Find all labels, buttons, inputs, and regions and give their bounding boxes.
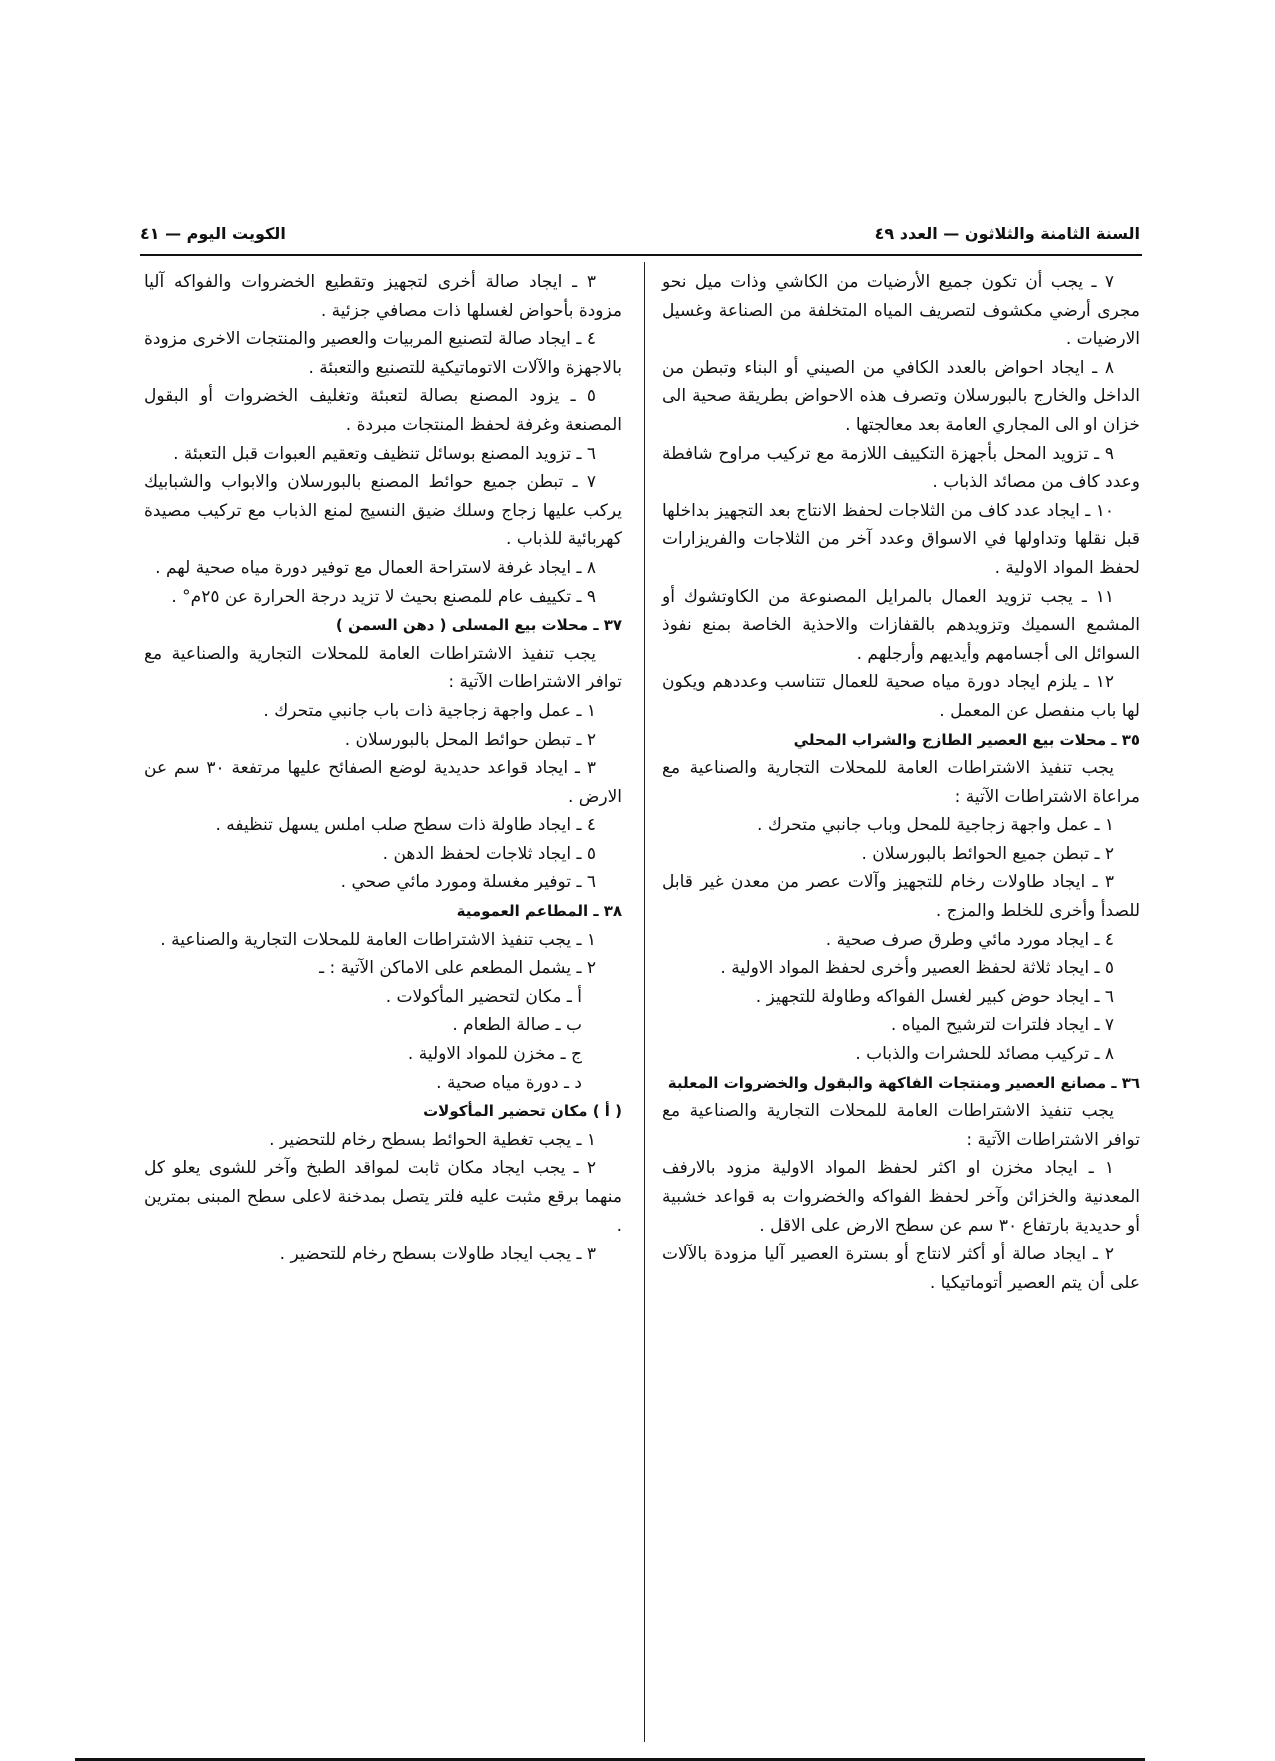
paragraph: ٣ ـ ايجاد طاولات رخام للتجهيز وآلات عصر من معدن غير قابل للصدأ وأخرى للخلط والمزج . [662, 872, 1140, 922]
paragraph: ٦ ـ تزويد المصنع بوسائل تنظيف وتعقيم العبوات قبل التعبئة . [173, 443, 596, 464]
paragraph: ١ ـ عمل واجهة زجاجية ذات باب جانبي متحرك . [263, 700, 596, 721]
paragraph: ٣ ـ يجب ايجاد طاولات بسطح رخام للتحضير . [279, 1244, 596, 1265]
paragraph: ٩ ـ تكييف عام للمصنع بحيث لا تزيد درجة الحرارة عن ٢٥م° . [171, 586, 596, 607]
paragraph: ١ ـ يجب تغطية الحوائط بسطح رخام للتحضير . [269, 1129, 596, 1150]
header-divider [140, 254, 1142, 256]
paragraph: ٩ ـ تزويد المحل بأجهزة التكييف اللازمة مع تركيب مراوح شافطة وعدد كاف من مصائد الذباب . [662, 443, 1140, 493]
paragraph: ٥ ـ يزود المصنع بصالة لتعبئة وتغليف الخضروات أو البقول المصنعة وغرفة لحفظ المنتجات مبردة . [144, 386, 622, 435]
paragraph: ٢ ـ تبطن جميع الحوائط بالبورسلان . [861, 843, 1114, 864]
paragraph: ٤ ـ ايجاد طاولة ذات سطح صلب املس يسهل تنظيفه . [215, 815, 596, 836]
paragraph: ٥ ـ ايجاد ثلاجات لحفظ الدهن . [382, 843, 596, 864]
section-heading: ( أ ) مكان تحضير المأكولات [423, 1102, 622, 1121]
paragraph: أ ـ مكان لتحضير المأكولات . [385, 986, 582, 1007]
left-column [144, 268, 622, 1269]
paragraph: د ـ دورة مياه صحية . [436, 1072, 582, 1093]
section-heading: ٣٥ ـ محلات بيع العصير الطازج والشراب المحلي [793, 730, 1140, 749]
paragraph: ج ـ مخزن للمواد الاولية . [407, 1044, 582, 1065]
paragraph: ١ ـ عمل واجهة زجاجية للمحل وباب جانبي متحرك . [757, 815, 1114, 836]
paragraph: ٨ ـ ايجاد احواض بالعدد الكافي من الصيني أو البناء وتبطن من الداخل والخارج بالبورسلان وتصرف هذه الاحواض بطريقة صحية الى خزان او الى المجاري العامة بعد معالجتها . [662, 357, 1140, 435]
paragraph: ٦ ـ ايجاد حوض كبير لغسل الفواكه وطاولة للتجهيز . [755, 986, 1114, 1007]
paragraph: ٧ ـ يجب أن تكون جميع الأرضيات من الكاشي وذات ميل نحو مجرى أرضي مكشوف لتصريف المياه المتخلفة من الصناعة وغسيل الارضيات . [662, 272, 1140, 350]
paragraph: ٢ ـ يشمل المطعم على الاماكن الآتية : ـ [319, 958, 596, 979]
paragraph: ب ـ صالة الطعام . [452, 1015, 582, 1036]
column-divider [644, 262, 645, 1742]
page-header [140, 218, 1140, 250]
paragraph: ١١ ـ يجب تزويد العمال بالمرايل المصنوعة من الكاوتشوك أو المشمع السميك وتزويدهم بالقفازات والاحذية الخاصة بمنع نفوذ السوائل الى أجسامهم وأيديهم وأرجلهم . [662, 586, 1140, 664]
paragraph: يجب تنفيذ الاشتراطات العامة للمحلات التجارية والصناعية مع توافر الاشتراطات الآتية : [144, 643, 622, 693]
paragraph: ٤ ـ ايجاد مورد مائي وطرق صرف صحية . [825, 929, 1114, 950]
section-heading: ٣٨ ـ المطاعم العمومية [456, 902, 622, 921]
paragraph: ٣ ـ ايجاد صالة أخرى لتجهيز وتقطيع الخضروات والفواكه آليا مزودة بأحواض لغسلها ذات مصافي جزئية . [144, 272, 622, 321]
page-number: الكويت اليوم — ٤١ [140, 224, 286, 243]
paragraph: ٨ ـ تركيب مصائد للحشرات والذباب . [855, 1044, 1114, 1065]
paragraph: ٣ ـ ايجاد قواعد حديدية لوضع الصفائح عليها مرتفعة ٣٠ سم عن الارض . [144, 758, 622, 807]
paragraph: ٢ ـ ايجاد صالة أو أكثر لانتاج أو بسترة العصير آليا مزودة بالآلات على أن يتم العصير أتوماتيكيا . [662, 1244, 1140, 1293]
paragraph: ١٢ ـ يلزم ايجاد دورة مياه صحية للعمال تتناسب وعددهم ويكون لها باب منفصل عن المعمل . [662, 672, 1140, 721]
paragraph: ١٠ ـ ايجاد عدد كاف من الثلاجات لحفظ الانتاج بعد التجهيز بداخلها قبل نقلها وتداولها في الاسواق وعدد آخر من الثلاجات والفريزارات لحفظ المواد الاولية . [662, 500, 1140, 578]
paragraph: يجب تنفيذ الاشتراطات العامة للمحلات التجارية والصناعية مع مراعاة الاشتراطات الآتية : [662, 758, 1140, 807]
paragraph: ٧ ـ ايجاد فلترات لترشيح المياه . [890, 1015, 1114, 1036]
section-heading: ٣٦ ـ مصانع العصير ومنتجات الفاكهة والبقول والخضروات المعلبة [667, 1073, 1140, 1092]
section-heading: ٣٧ ـ محلات بيع المسلى ( دهن السمن ) [335, 616, 622, 635]
paragraph: ٥ ـ ايجاد ثلاثة لحفظ العصير وأخرى لحفظ المواد الاولية . [720, 958, 1114, 979]
paragraph: ٧ ـ تبطن جميع حوائط المصنع بالبورسلان والابواب والشبابيك يركب عليها زجاج وسلك ضيق النسيج لمنع الذباب مع تركيب مصيدة كهربائية للذباب . [144, 472, 622, 550]
issue-info: السنة الثامنة والثلاثون — العدد ٤٩ [874, 224, 1140, 243]
paragraph: ٤ ـ ايجاد صالة لتصنيع المربيات والعصير والمنتجات الاخرى مزودة بالاجهزة والآلات الاتوماتيكية للتصنيع والتعبئة . [144, 329, 622, 378]
paragraph: ١ ـ يجب تنفيذ الاشتراطات العامة للمحلات التجارية والصناعية . [160, 929, 596, 950]
paragraph: ٢ ـ تبطن حوائط المحل بالبورسلان . [344, 729, 596, 750]
paragraph: يجب تنفيذ الاشتراطات العامة للمحلات التجارية والصناعية مع توافر الاشتراطات الآتية : [662, 1101, 1140, 1150]
paragraph: ٨ ـ ايجاد غرفة لاستراحة العمال مع توفير دورة مياه صحية لهم . [155, 557, 596, 578]
right-column [662, 268, 1140, 1297]
paragraph: ١ ـ ايجاد مخزن او اكثر لحفظ المواد الاولية مزود بالارفف المعدنية والخزائن وآخر لحفظ الفواكه والخضروات به قواعد خشبية أو حديدية بارتفاع ٣٠ سم عن سطح الارض على الاقل . [662, 1158, 1140, 1236]
paragraph: ٢ ـ يجب ايجاد مكان ثابت لمواقد الطبخ وآخر للشوى يعلو كل منهما برقع مثبت عليه فلتر يتصل بمدخنة لاعلى سطح المبنى بمترين . [144, 1158, 622, 1236]
paragraph: ٦ ـ توفير مغسلة ومورد مائي صحي . [340, 872, 596, 893]
